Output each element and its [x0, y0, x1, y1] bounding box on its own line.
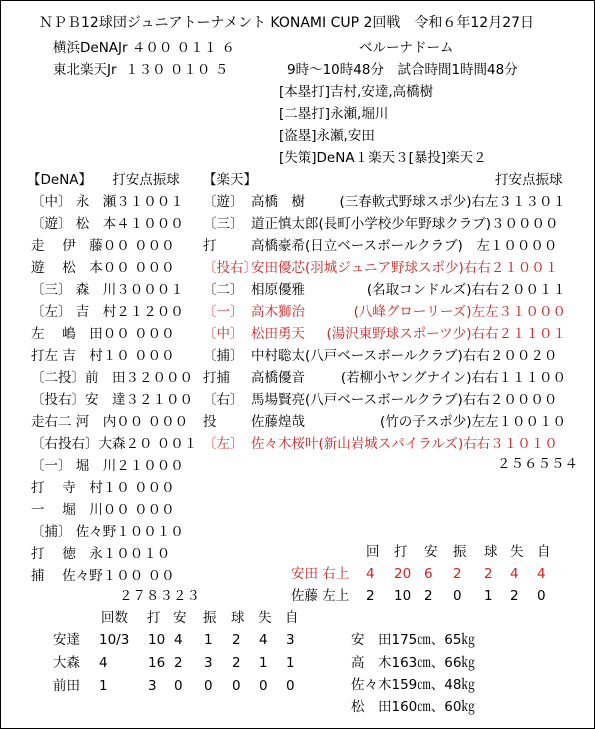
table-row-name: 相原優雅: [251, 282, 305, 298]
table-row-name: 松田勇天: [251, 326, 305, 342]
table-row: 一 堀 川００ ０００: [31, 502, 175, 518]
table-cell: 4: [537, 566, 546, 582]
table-cell: 4: [510, 566, 519, 582]
physical-row: 安 田175㎝、65㎏: [351, 632, 475, 648]
table-cell: 4: [99, 655, 108, 671]
table-row: 遊 松 本００ ０００: [31, 260, 175, 276]
table-header-cell: 安: [173, 610, 187, 626]
table-row-name: 佐藤煌哉: [251, 414, 305, 430]
table-row: 〔二投〕前 田３２０００: [31, 370, 193, 386]
table-cell: 4: [174, 632, 183, 648]
table-row: 打 寺 村１０ ０００: [31, 480, 175, 496]
physical-row: 高 木163㎝、66㎏: [351, 655, 475, 671]
table-cell: 16: [148, 655, 166, 671]
table-row-name: 高橋 樹: [251, 194, 305, 210]
rakuten-header: 【楽天】: [203, 172, 257, 188]
table-row-position: 〔遊〕: [203, 194, 244, 210]
table-row: 走 伊 藤００ ０００: [31, 238, 175, 254]
table-cell: 10: [148, 632, 166, 648]
table-header-cell: 安: [424, 544, 438, 560]
table-header-cell: 振: [203, 610, 217, 626]
table-cell: 3: [286, 632, 295, 648]
table-cell: 0: [174, 678, 183, 694]
table-row-position: 〔中〕: [203, 326, 244, 342]
table-header-cell: 自: [285, 610, 299, 626]
table-row: 走右二 河 内００ ０００: [31, 414, 189, 430]
table-cell: 1: [99, 678, 108, 694]
table-row-name: 安田優芯(羽城ジュニア野球スポ少)右右２１００１: [251, 260, 559, 276]
table-row: 〔投右〕安 達３２１００: [31, 392, 193, 408]
table-cell: 1: [259, 655, 268, 671]
table-row-position: 〔一〕: [203, 304, 244, 320]
table-row: 〔捕〕 佐々野１００１０: [31, 524, 184, 540]
table-row-detail: (湯沢東野球スポーツ少)右右２１１０１: [326, 326, 566, 342]
table-row-detail: (竹の子スポ少)左左１００１０: [379, 414, 566, 430]
score-row-dena: 横浜DeNAJr ４００ ０１１ ６: [53, 40, 235, 56]
rakuten-stat-header: 打安点振球: [495, 172, 563, 188]
pitcher-name: 安田 右上: [291, 566, 350, 582]
pitcher-name: 前田: [53, 678, 80, 694]
rakuten-total: ２５６５５４: [497, 456, 578, 472]
score-row-rakuten: 東北楽天Jr １３０ ０１０ ５: [53, 62, 229, 78]
table-row-name: 佐々木桜叶(新山岩城スパイラルズ)右右３１０１０: [251, 436, 558, 452]
note-double: [二塁打]永瀬,堀川: [279, 106, 389, 122]
table-cell: 0: [232, 678, 241, 694]
table-cell: 0: [259, 678, 268, 694]
pitcher-name: 大森: [53, 655, 80, 671]
table-cell: 1: [286, 655, 295, 671]
table-cell: 0: [204, 678, 213, 694]
table-header-cell: 球: [484, 544, 498, 560]
table-header-cell: 振: [453, 544, 467, 560]
table-header-cell: 回数: [101, 610, 128, 626]
table-header-cell: 打: [394, 544, 408, 560]
table-cell: 2: [453, 566, 462, 582]
table-row-position: 投: [203, 414, 217, 430]
table-row-detail: (名取コンドルズ)右右２００１１: [366, 282, 566, 298]
pitcher-name: 佐藤 左上: [291, 588, 350, 604]
table-row-position: 打捕: [203, 370, 230, 386]
table-row: 捕 佐々野１００ ００: [31, 568, 175, 584]
table-cell: 20: [394, 566, 412, 582]
table-row-detail: (若柳小ヤングナイン)右右１１１００: [340, 370, 566, 386]
note-homerun: [本塁打]吉村,安達,高橋樹: [279, 84, 434, 100]
table-row-position: 〔三〕: [203, 216, 244, 232]
table-cell: 2: [232, 632, 241, 648]
table-header-cell: 回: [366, 544, 380, 560]
table-cell: 2: [232, 655, 241, 671]
table-cell: 2: [424, 588, 433, 604]
table-cell: 4: [366, 566, 375, 582]
physical-row: 松 田160㎝、60㎏: [351, 699, 475, 715]
table-cell: 2: [510, 588, 519, 604]
table-cell: 2: [174, 655, 183, 671]
table-row: 左 嶋 田００ ０００: [31, 326, 175, 342]
table-cell: 10/3: [99, 632, 130, 648]
table-row: 〔左〕 吉 村２１２００: [31, 304, 184, 320]
table-header-cell: 打: [147, 610, 161, 626]
table-cell: 2: [484, 566, 493, 582]
table-cell: 10: [394, 588, 412, 604]
table-header-cell: 球: [231, 610, 245, 626]
table-row-position: 〔二〕: [203, 282, 244, 298]
table-row-position: 〔投右〕: [203, 260, 257, 276]
note-error: [失策]DeNA１楽天３[暴投]楽天２: [279, 150, 487, 166]
table-row-detail: (三春軟式野球スポ少)右左３１３０１: [339, 194, 566, 210]
table-header-cell: 失: [510, 544, 524, 560]
note-steal: [盗塁]永瀬,安田: [279, 128, 375, 144]
dena-header: 【DeNA】 打安点振球: [27, 172, 180, 188]
table-row: 〔三〕 森 川３０００１: [31, 282, 184, 298]
table-row-position: 〔捕〕: [203, 348, 244, 364]
table-row-position: 〔右〕: [203, 392, 244, 408]
table-row: 打左 吉 村１０ ０００: [31, 348, 175, 364]
venue: ベルーナドーム: [359, 40, 454, 56]
table-row-name: 中村聡太(八戸ベースボールクラブ)右右２００２０: [251, 348, 558, 364]
table-row: 〔遊〕 松 本４１０００: [31, 216, 184, 232]
table-row-name: 道正慎太郎(長町小学校少年野球クラブ)３００００: [251, 216, 559, 232]
table-cell: 0: [286, 678, 295, 694]
table-cell: 0: [453, 588, 462, 604]
table-row-position: 〔左〕: [203, 436, 244, 452]
table-cell: 1: [484, 588, 493, 604]
table-cell: 3: [204, 655, 213, 671]
table-cell: 2: [366, 588, 375, 604]
table-row-name: 高木獅治: [251, 304, 305, 320]
dena-total: ２７８３２３: [119, 588, 200, 604]
pitcher-name: 安達: [53, 632, 80, 648]
game-time: 9時～10時48分 試合時間1時間48分: [287, 62, 518, 78]
table-cell: 0: [537, 588, 546, 604]
table-cell: 1: [204, 632, 213, 648]
table-header-cell: 自: [537, 544, 551, 560]
table-header-cell: 失: [258, 610, 272, 626]
table-row-name: 馬場賢亮(八戸ベースボールクラブ)右右２００００: [251, 392, 558, 408]
physical-row: 佐々木159㎝、48㎏: [351, 677, 475, 693]
page-title: ＮＰＢ12球団ジュニアトーナメント KONAMI CUP 2回戦 令和６年12月27日: [39, 15, 535, 31]
table-cell: 3: [148, 678, 157, 694]
table-row: 〔右投右〕大森２０ ００１: [31, 436, 198, 452]
table-cell: 6: [424, 566, 433, 582]
table-row: 打 徳 永１００１０: [31, 546, 171, 562]
table-row: 〔一〕 堀 川２１０００: [31, 458, 184, 474]
table-row: 〔中〕 永 瀬３１００１: [31, 194, 184, 210]
table-row-detail: (八峰グローリーズ)左左３１０００: [353, 304, 566, 320]
table-row-name: 高橋豪希(日立ベースボールクラブ) 左１００００: [251, 238, 558, 254]
table-cell: 4: [259, 632, 268, 648]
table-row-name: 高橋優音: [251, 370, 305, 386]
table-row-position: 打: [203, 238, 217, 254]
